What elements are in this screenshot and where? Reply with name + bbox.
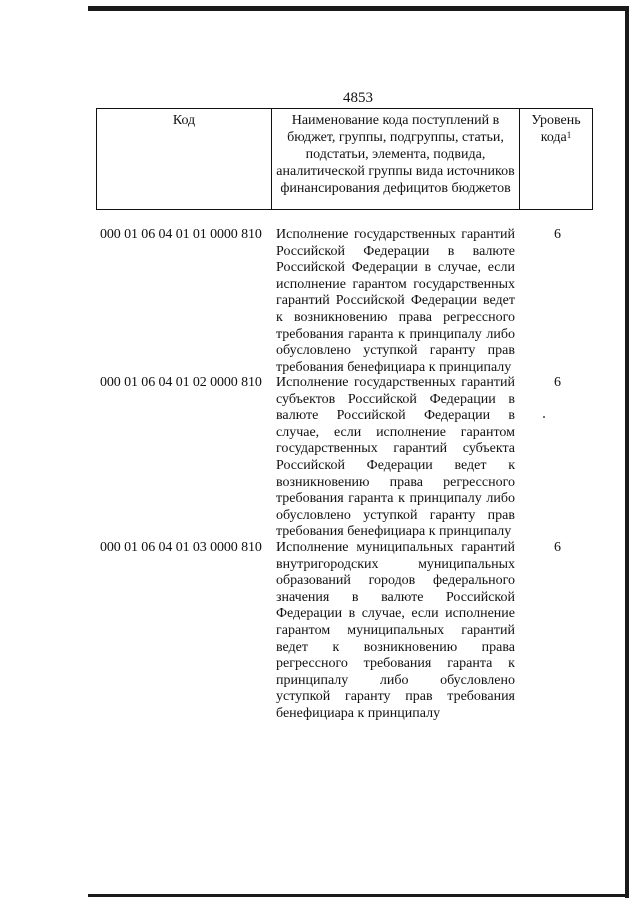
header-name-label: Наименование кода поступлений в бюджет, группы, подгруппы, статьи, подстатьи, элемента, подвида, аналитической группы вида источников финансирования дефицитов бюджетов bbox=[276, 113, 515, 196]
row-level: 6 bbox=[554, 375, 561, 390]
header-level bbox=[520, 109, 592, 209]
row-name: Исполнение государственных гарантий субъектов Российской Федерации в валюте Российской Федерации в случае, если исполнение гарантом государственных гарантий субъекта Российской Федерации ведет к возникновению права регрессного требования гаранта к принципалу либо обусловлено уступкой гаранту прав требования бенефициара к принципалу bbox=[276, 375, 515, 540]
scan-border-top bbox=[88, 6, 628, 11]
row-code: 000 01 06 04 01 03 0000 810 bbox=[100, 540, 262, 555]
scan-border-right bbox=[625, 6, 629, 898]
header-level-label: Уровень кода bbox=[531, 113, 581, 145]
page-number: 4853 bbox=[343, 90, 373, 106]
header-level-footnote: 1 bbox=[566, 130, 572, 140]
row-level: 6 bbox=[554, 540, 561, 555]
row-level: 6 bbox=[554, 227, 561, 242]
header-code-label: Код bbox=[172, 113, 196, 128]
row-name: Исполнение муниципальных гарантий внутригородских муниципальных образований городов федерального значения в валюте Российской Федерации в случае, если исполнение гарантом муниципальных гарантий ведет к возникновению права регрессного требования гаранта к принципалу либо обусловлено уступкой гаранту прав требования бенефициара к принципалу bbox=[276, 540, 515, 721]
scan-speck bbox=[543, 416, 545, 418]
row-code: 000 01 06 04 01 02 0000 810 bbox=[100, 375, 262, 390]
scan-border-bottom bbox=[88, 894, 628, 897]
table-header bbox=[96, 108, 593, 210]
header-name bbox=[272, 109, 520, 209]
row-code: 000 01 06 04 01 01 0000 810 bbox=[100, 227, 262, 242]
header-code bbox=[97, 109, 272, 209]
row-name: Исполнение государственных гарантий Российской Федерации в валюте Российской Федерации в случае, если исполнение гарантом государственных гарантий Российской Федерации ведет к возникновению права регрессного требования гаранта к принципалу либо обусловлено уступкой гаранту прав требования бенефициара к принципалу bbox=[276, 227, 515, 375]
